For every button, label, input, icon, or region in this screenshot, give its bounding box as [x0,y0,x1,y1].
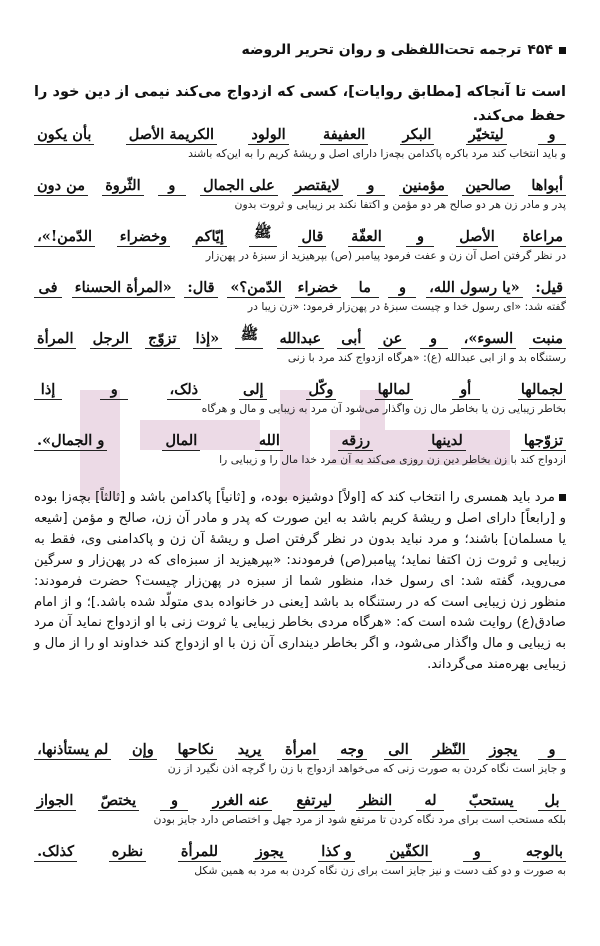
persian-gloss: و جایز است نگاه کردن به صورت زنی که می‌خواهد ازدواج با زن را گرچه اذن نگیرد از زن [167,762,566,775]
persian-gloss: بلکه مستحب است برای مرد نگاه کردن تا مرتفع شود از مرد جهل و اختصاص دارد جایز بودن [153,813,566,826]
arabic-words [34,426,566,451]
arabic-word: لجمالها [518,381,566,400]
arabic-word: و [160,792,188,811]
arabic-word: رزقه [338,432,373,451]
arabic-word: منبت [529,330,566,349]
arabic-word: أو [452,381,480,400]
arabic-word: المرأة [34,330,76,349]
arabic-word: و [388,279,416,298]
arabic-word: لمالها [375,381,414,400]
arabic-words [34,375,566,400]
arabic-word: یختصّ [98,792,140,811]
arabic-word: إیّاکم [192,228,227,247]
arabic-word: و [406,228,434,247]
arabic-word: لدینها [428,432,466,451]
arabic-word: السوء»، [461,330,516,349]
arabic-word: وکّل [306,381,337,400]
arabic-word: و [463,843,491,862]
running-title: ترجمه تحت‌اللفظی و روان تحریر الروضه [241,42,522,58]
interlinear-row [34,375,566,426]
arabic-word: «المرأة الحسناء [72,279,175,298]
arabic-word: النظر [356,792,395,811]
arabic-word: النّظر [430,741,469,760]
arabic-word: و [158,177,186,196]
arabic-word: الی [384,741,412,760]
arabic-word: امرأة [282,741,319,760]
arabic-word: یرید [235,741,265,760]
arabic-word: خضراء [295,279,341,298]
interlinear-row [34,837,566,888]
arabic-word: وخضراء [117,228,170,247]
intro-line: است تا آنجاکه [مطابق روایات]، کسی که ازدواج می‌کند نیمی از دین خود را حفظ می‌کند. [34,84,566,124]
page-header [34,38,566,62]
arabic-word: یجوز [486,741,520,760]
arabic-word: ما [351,279,379,298]
arabic-word: لم یستأذنها، [34,741,111,760]
arabic-word: فی [34,279,62,298]
header-square-icon [559,47,566,54]
arabic-word: إلی [239,381,267,400]
arabic-word: وجه [337,741,367,760]
interlinear-row [34,735,566,786]
arabic-word: صالحین [462,177,514,196]
arabic-words [34,222,566,247]
arabic-words [34,273,566,298]
persian-gloss: ازدواج کند با زن بخاطر دین زن روزی می‌کند به آن مرد خدا مال را و زیبایی را [219,453,566,466]
arabic-word: یستحبّ [466,792,517,811]
arabic-word: تزوّجها [521,432,566,451]
arabic-word: و کذا [318,843,355,862]
arabic-word: الدّمن!»، [34,228,95,247]
arabic-word: و الجمال». [34,432,107,451]
page-number: ۴۵۴ [527,42,553,58]
arabic-words [34,735,566,760]
arabic-word: الله [255,432,283,451]
interlinear-row [34,324,566,375]
arabic-word: المال [162,432,200,451]
arabic-word: قال [298,228,326,247]
arabic-word: الأصل [456,228,498,247]
arabic-word: عبدالله [277,330,325,349]
interlinear-row [34,786,566,837]
arabic-words [34,837,566,862]
arabic-words [34,324,566,349]
arabic-word: البکر [400,126,435,145]
arabic-word: الثّروة [102,177,143,196]
arabic-word: أبواها [528,177,566,196]
arabic-word: تزوّج [145,330,179,349]
persian-gloss: رستنگاه بد و از ابی عبدالله (ع): «هرگاه ازدواج کند مرد با زنی [287,351,566,364]
arabic-word: عن [378,330,406,349]
interlinear-block-2 [34,735,566,888]
arabic-word: العفّة [348,228,385,247]
arabic-word: وإن [129,741,157,760]
arabic-word: علی الجمال [200,177,278,196]
translation-paragraph [34,488,566,676]
arabic-word: إذا [34,381,62,400]
persian-gloss: پدر و مادر زن هر دو صالح هر دو مؤمن و اکتفا نکند بر زیبایی و ثروت بدون [234,198,566,211]
arabic-word: للمرأة [178,843,221,862]
arabic-word: مراعاة [520,228,566,247]
arabic-word: الرجل [90,330,132,349]
arabic-word: بالوجه [523,843,566,862]
arabic-word: نظره [109,843,147,862]
interlinear-row [34,426,566,477]
arabic-word: الکریمة الأصل [126,126,217,145]
arabic-word: و [538,741,566,760]
arabic-word: بل [538,792,566,811]
arabic-word: نکاحها [175,741,218,760]
arabic-word: «یا رسول الله، [426,279,523,298]
arabic-word: عنه الغرر [210,792,272,811]
arabic-word: أبی [337,330,365,349]
persian-gloss: در نظر گرفتن اصل آن زن و عفت فرمود پیامبر (ص) بپرهیزید از سبزهٔ در پهن‌زار [205,249,566,262]
arabic-word: قال: [184,279,217,298]
arabic-word: من دون [34,177,88,196]
arabic-word: الکفّین [386,843,431,862]
arabic-word: کذلک. [34,843,77,862]
arabic-words [34,120,566,145]
arabic-word: الولود [248,126,288,145]
arabic-word: و [357,177,385,196]
persian-gloss: به صورت و دو کف دست و نیز جایز است برای زن نگاه کردن به مرد به همین شکل [194,864,566,877]
arabic-word: لیرتفع [293,792,335,811]
arabic-word: العفیفة [320,126,368,145]
paragraph-bullet-icon [559,494,566,501]
persian-gloss: گفته شد: «ای رسول خدا و چیست سبزهٔ در پهن‌زار فرمود: «زن زیبا در [247,300,566,313]
arabic-word: و [538,126,566,145]
persian-gloss: و باید انتخاب کند مرد باکره پاکدامن بچه‌زا دارای اصل و ریشهٔ کریم را به این‌که باشند [188,147,566,160]
arabic-word: قیل: [532,279,566,298]
arabic-word: بأن یکون [34,126,94,145]
arabic-word: له [416,792,444,811]
arabic-word: یجوز [253,843,287,862]
arabic-word: «إذا [193,330,223,349]
arabic-word: لیتخیّر [466,126,507,145]
arabic-word: الدّمن؟» [227,279,285,298]
interlinear-row [34,222,566,273]
arabic-word: لایقتصر [292,177,343,196]
interlinear-row [34,120,566,171]
arabic-word: و [100,381,128,400]
arabic-word: و [420,330,448,349]
persian-gloss: بخاطر زیبایی زن یا بخاطر مال زن واگذار می‌شود آن مرد به زیبایی و مال و هرگاه [201,402,566,415]
arabic-words [34,171,566,196]
paragraph-text: مرد باید همسری را انتخاب کند که [اولاً] دوشیزه بوده، و [ثانیاً] پاکدامن باشد و [ثالثاً] بچه‌زا بوده و [رابعاً] دارای اصل و ریشهٔ کریم باشد به این صورت که پدر و مادر آن زن، صالح و مؤمن [شیعه یا مسلمان] باشند؛ و مرد نباید بدون در نظر گرفتن اصل و ریشهٔ آن زن و پاکدامنی وی، فقط به زیبایی و ثروت زن اکتفا نماید؛ پیامبر(ص) فرمودند: «بپرهیزید از سبزه‌ای که در پهن‌زار و سرگین می‌روید، گفته شد: ای رسول خدا، منظور شما از سبزه در پهن‌زار چیست؟ حضرت فرمودند: منظور زن زیبایی است که در رستنگاه بد باشد [یعنی در خانواده بدی متولّد شده باشد.]؛ و از امام صادق(ع) روایت شده است که: «هرگاه مردی بخاطر زیبایی یا ثروت زنی با او ازدواج نماید آن مرد به زیبایی و مال واگذار می‌شود، و اگر بخاطر دینداری آن زن با او ازدواج کند خداوند او را از مال و زیبایی بهره‌مند می‌گرداند. [34,490,566,673]
interlinear-block-1 [34,120,566,477]
interlinear-row [34,273,566,324]
arabic-word: ﷺ [235,326,263,349]
arabic-words [34,786,566,811]
interlinear-row [34,171,566,222]
arabic-word: ذلک، [167,381,202,400]
arabic-word: الجواز [34,792,76,811]
arabic-word: ﷺ [249,224,277,247]
arabic-word: مؤمنین [399,177,448,196]
